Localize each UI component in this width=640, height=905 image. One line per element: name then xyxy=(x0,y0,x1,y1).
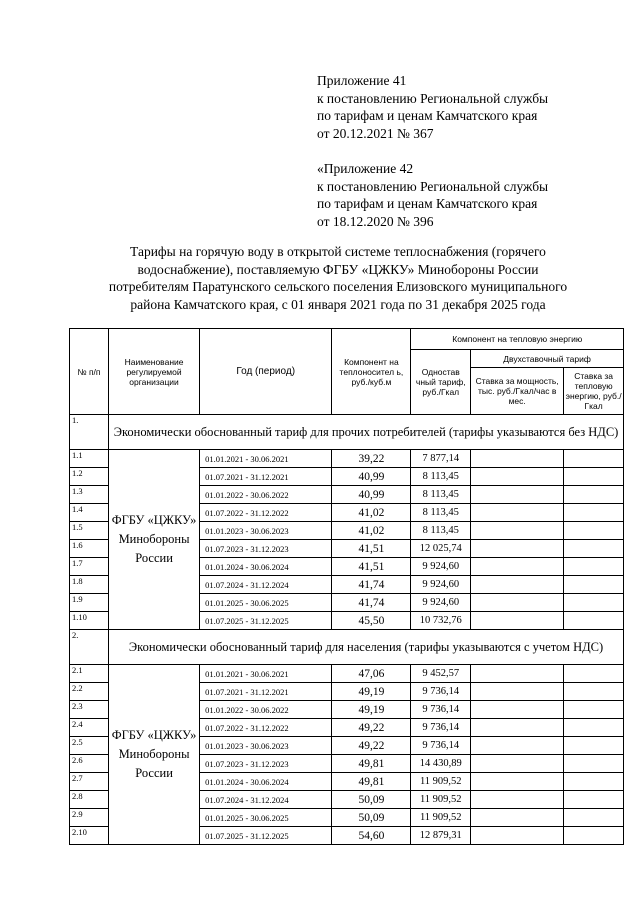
row-rate-power xyxy=(471,558,564,576)
row-carrier: 49,22 xyxy=(332,719,411,737)
row-tariff: 9 924,60 xyxy=(411,558,471,576)
section-title: Экономически обоснованный тариф для населения (тарифы указываются с учетом НДС) xyxy=(109,630,624,665)
row-num: 2.2 xyxy=(70,683,109,701)
row-tariff: 11 909,52 xyxy=(411,791,471,809)
appendix-line: от 18.12.2020 № 396 xyxy=(317,213,434,229)
row-rate-power xyxy=(471,791,564,809)
row-rate-energy xyxy=(564,540,624,558)
row-rate-energy xyxy=(564,594,624,612)
title-line: потребителям Паратунского сельского поселения Елизовского муниципального xyxy=(108,279,568,294)
appendix-line: по тарифам и ценам Камчатского края xyxy=(317,108,538,123)
row-carrier: 50,09 xyxy=(332,809,411,827)
row-tariff: 12 025,74 xyxy=(411,540,471,558)
row-rate-energy xyxy=(564,809,624,827)
org-name: ФГБУ «ЦЖКУ» Минобороны России xyxy=(109,450,200,630)
row-num: 1.6 xyxy=(70,540,109,558)
appendix-line: от 20.12.2021 № 367 xyxy=(317,125,434,141)
row-rate-power xyxy=(471,594,564,612)
row-rate-energy xyxy=(564,468,624,486)
section-title: Экономически обоснованный тариф для прочих потребителей (тарифы указываются без НДС) xyxy=(109,415,624,450)
row-rate-power xyxy=(471,773,564,791)
row-period: 01.01.2021 - 30.06.2021 xyxy=(200,665,332,683)
appendix-line: «Приложение 42 xyxy=(317,161,414,176)
row-tariff: 9 924,60 xyxy=(411,576,471,594)
row-tariff: 8 113,45 xyxy=(411,486,471,504)
row-rate-energy xyxy=(564,522,624,540)
row-period: 01.01.2022 - 30.06.2022 xyxy=(200,486,332,504)
row-carrier: 49,19 xyxy=(332,701,411,719)
row-period: 01.01.2024 - 30.06.2024 xyxy=(200,773,332,791)
row-num: 2.1 xyxy=(70,665,109,683)
row-rate-power xyxy=(471,576,564,594)
row-carrier: 41,02 xyxy=(332,504,411,522)
row-carrier: 50,09 xyxy=(332,791,411,809)
org-name: ФГБУ «ЦЖКУ» Минобороны России xyxy=(109,665,200,845)
row-num: 2.9 xyxy=(70,809,109,827)
appendix-41-block xyxy=(317,72,617,142)
row-rate-energy xyxy=(564,755,624,773)
row-num: 1.7 xyxy=(70,558,109,576)
row-num: 1.8 xyxy=(70,576,109,594)
row-carrier: 41,51 xyxy=(332,540,411,558)
table-row xyxy=(70,450,624,468)
row-rate-energy xyxy=(564,827,624,845)
row-rate-energy xyxy=(564,773,624,791)
row-rate-power xyxy=(471,701,564,719)
row-num: 2.4 xyxy=(70,719,109,737)
section-header-row xyxy=(70,415,624,450)
row-rate-energy xyxy=(564,558,624,576)
appendix-line: Приложение 41 xyxy=(317,73,407,88)
row-period: 01.07.2022 - 31.12.2022 xyxy=(200,504,332,522)
row-carrier: 40,99 xyxy=(332,486,411,504)
row-rate-energy xyxy=(564,683,624,701)
row-rate-power xyxy=(471,612,564,630)
row-period: 01.07.2021 - 31.12.2021 xyxy=(200,468,332,486)
row-rate-power xyxy=(471,522,564,540)
row-num: 1.10 xyxy=(70,612,109,630)
row-tariff: 9 736,14 xyxy=(411,701,471,719)
row-carrier: 45,50 xyxy=(332,612,411,630)
row-rate-energy xyxy=(564,737,624,755)
appendix-line: к постановлению Региональной службы xyxy=(317,90,549,106)
row-rate-power xyxy=(471,486,564,504)
row-period: 01.01.2025 - 30.06.2025 xyxy=(200,594,332,612)
appendix-42-block xyxy=(317,160,617,230)
header-heat-group: Компонент на тепловую энергию xyxy=(411,329,624,350)
header-org: Наименование регулируемой организации xyxy=(109,329,200,415)
appendix-line: к постановлению Региональной службы xyxy=(317,178,549,194)
row-rate-energy xyxy=(564,719,624,737)
row-rate-energy xyxy=(564,576,624,594)
row-rate-energy xyxy=(564,665,624,683)
row-period: 01.07.2025 - 31.12.2025 xyxy=(200,827,332,845)
row-rate-power xyxy=(471,468,564,486)
row-carrier: 41,74 xyxy=(332,576,411,594)
row-tariff: 8 113,45 xyxy=(411,522,471,540)
table-row xyxy=(70,665,624,683)
header-period: Год (период) xyxy=(200,329,332,415)
row-period: 01.07.2023 - 31.12.2023 xyxy=(200,755,332,773)
row-tariff: 9 736,14 xyxy=(411,683,471,701)
row-period: 01.07.2024 - 31.12.2024 xyxy=(200,791,332,809)
row-period: 01.01.2022 - 30.06.2022 xyxy=(200,701,332,719)
row-period: 01.07.2022 - 31.12.2022 xyxy=(200,719,332,737)
row-rate-energy xyxy=(564,791,624,809)
row-period: 01.07.2025 - 31.12.2025 xyxy=(200,612,332,630)
row-tariff: 10 732,76 xyxy=(411,612,471,630)
row-num: 1.9 xyxy=(70,594,109,612)
row-tariff: 11 909,52 xyxy=(411,809,471,827)
row-carrier: 47,06 xyxy=(332,665,411,683)
row-tariff: 9 736,14 xyxy=(411,737,471,755)
row-num: 2.5 xyxy=(70,737,109,755)
row-num: 2.3 xyxy=(70,701,109,719)
header-rate-power: Ставка за мощность, тыс. руб./Гкал/час в мес. xyxy=(471,368,564,415)
title-line: района Камчатского края, с 01 января 2021 года по 31 декабря 2025 года xyxy=(130,296,546,312)
row-period: 01.07.2024 - 31.12.2024 xyxy=(200,576,332,594)
row-num: 2.6 xyxy=(70,755,109,773)
row-tariff: 11 909,52 xyxy=(411,773,471,791)
row-tariff: 9 736,14 xyxy=(411,719,471,737)
row-tariff: 8 113,45 xyxy=(411,504,471,522)
row-carrier: 41,02 xyxy=(332,522,411,540)
row-rate-energy xyxy=(564,701,624,719)
row-period: 01.01.2023 - 30.06.2023 xyxy=(200,737,332,755)
row-rate-power xyxy=(471,809,564,827)
row-tariff: 8 113,45 xyxy=(411,468,471,486)
row-carrier: 40,99 xyxy=(332,468,411,486)
row-period: 01.07.2021 - 31.12.2021 xyxy=(200,683,332,701)
row-period: 01.01.2021 - 30.06.2021 xyxy=(200,450,332,468)
section-num: 2. xyxy=(70,630,109,665)
row-rate-power xyxy=(471,719,564,737)
row-num: 2.7 xyxy=(70,773,109,791)
row-period: 01.01.2024 - 30.06.2024 xyxy=(200,558,332,576)
row-num: 2.10 xyxy=(70,827,109,845)
row-rate-energy xyxy=(564,612,624,630)
section-num: 1. xyxy=(70,415,109,450)
row-rate-power xyxy=(471,755,564,773)
header-one-part: Одностав чный тариф, руб./Гкал xyxy=(411,350,471,415)
header-two-part: Двухставочный тариф xyxy=(471,350,624,368)
row-tariff: 14 430,89 xyxy=(411,755,471,773)
row-rate-power xyxy=(471,540,564,558)
row-rate-power xyxy=(471,450,564,468)
row-rate-power xyxy=(471,737,564,755)
row-period: 01.01.2023 - 30.06.2023 xyxy=(200,522,332,540)
row-num: 1.1 xyxy=(70,450,109,468)
row-carrier: 41,51 xyxy=(332,558,411,576)
row-carrier: 54,60 xyxy=(332,827,411,845)
row-tariff: 12 879,31 xyxy=(411,827,471,845)
row-num: 1.2 xyxy=(70,468,109,486)
header-num: № п/п xyxy=(70,329,109,415)
title-line: Тарифы на горячую воду в открытой системе теплоснабжения (горячего xyxy=(130,244,546,259)
section-header-row xyxy=(70,630,624,665)
row-rate-power xyxy=(471,827,564,845)
row-tariff: 9 452,57 xyxy=(411,665,471,683)
row-carrier: 49,19 xyxy=(332,683,411,701)
row-num: 1.4 xyxy=(70,504,109,522)
row-rate-power xyxy=(471,504,564,522)
row-rate-power xyxy=(471,683,564,701)
header-rate-energy: Ставка за тепловую энергию, руб./Гкал xyxy=(564,368,624,415)
appendix-line: по тарифам и ценам Камчатского края xyxy=(317,196,538,211)
row-period: 01.07.2023 - 31.12.2023 xyxy=(200,540,332,558)
row-carrier: 39,22 xyxy=(332,450,411,468)
row-rate-energy xyxy=(564,504,624,522)
row-carrier: 49,81 xyxy=(332,755,411,773)
row-tariff: 7 877,14 xyxy=(411,450,471,468)
title-line: водоснабжение), поставляемую ФГБУ «ЦЖКУ» Минобороны России xyxy=(137,261,539,277)
row-num: 2.8 xyxy=(70,791,109,809)
row-rate-energy xyxy=(564,486,624,504)
document-title xyxy=(60,243,616,313)
row-carrier: 41,74 xyxy=(332,594,411,612)
row-rate-power xyxy=(471,665,564,683)
row-num: 1.3 xyxy=(70,486,109,504)
row-carrier: 49,81 xyxy=(332,773,411,791)
row-carrier: 49,22 xyxy=(332,737,411,755)
header-carrier: Компонент на теплоносител ь, руб./куб.м xyxy=(332,329,411,415)
row-tariff: 9 924,60 xyxy=(411,594,471,612)
row-num: 1.5 xyxy=(70,522,109,540)
row-rate-energy xyxy=(564,450,624,468)
tariff-table xyxy=(69,328,624,845)
row-period: 01.01.2025 - 30.06.2025 xyxy=(200,809,332,827)
